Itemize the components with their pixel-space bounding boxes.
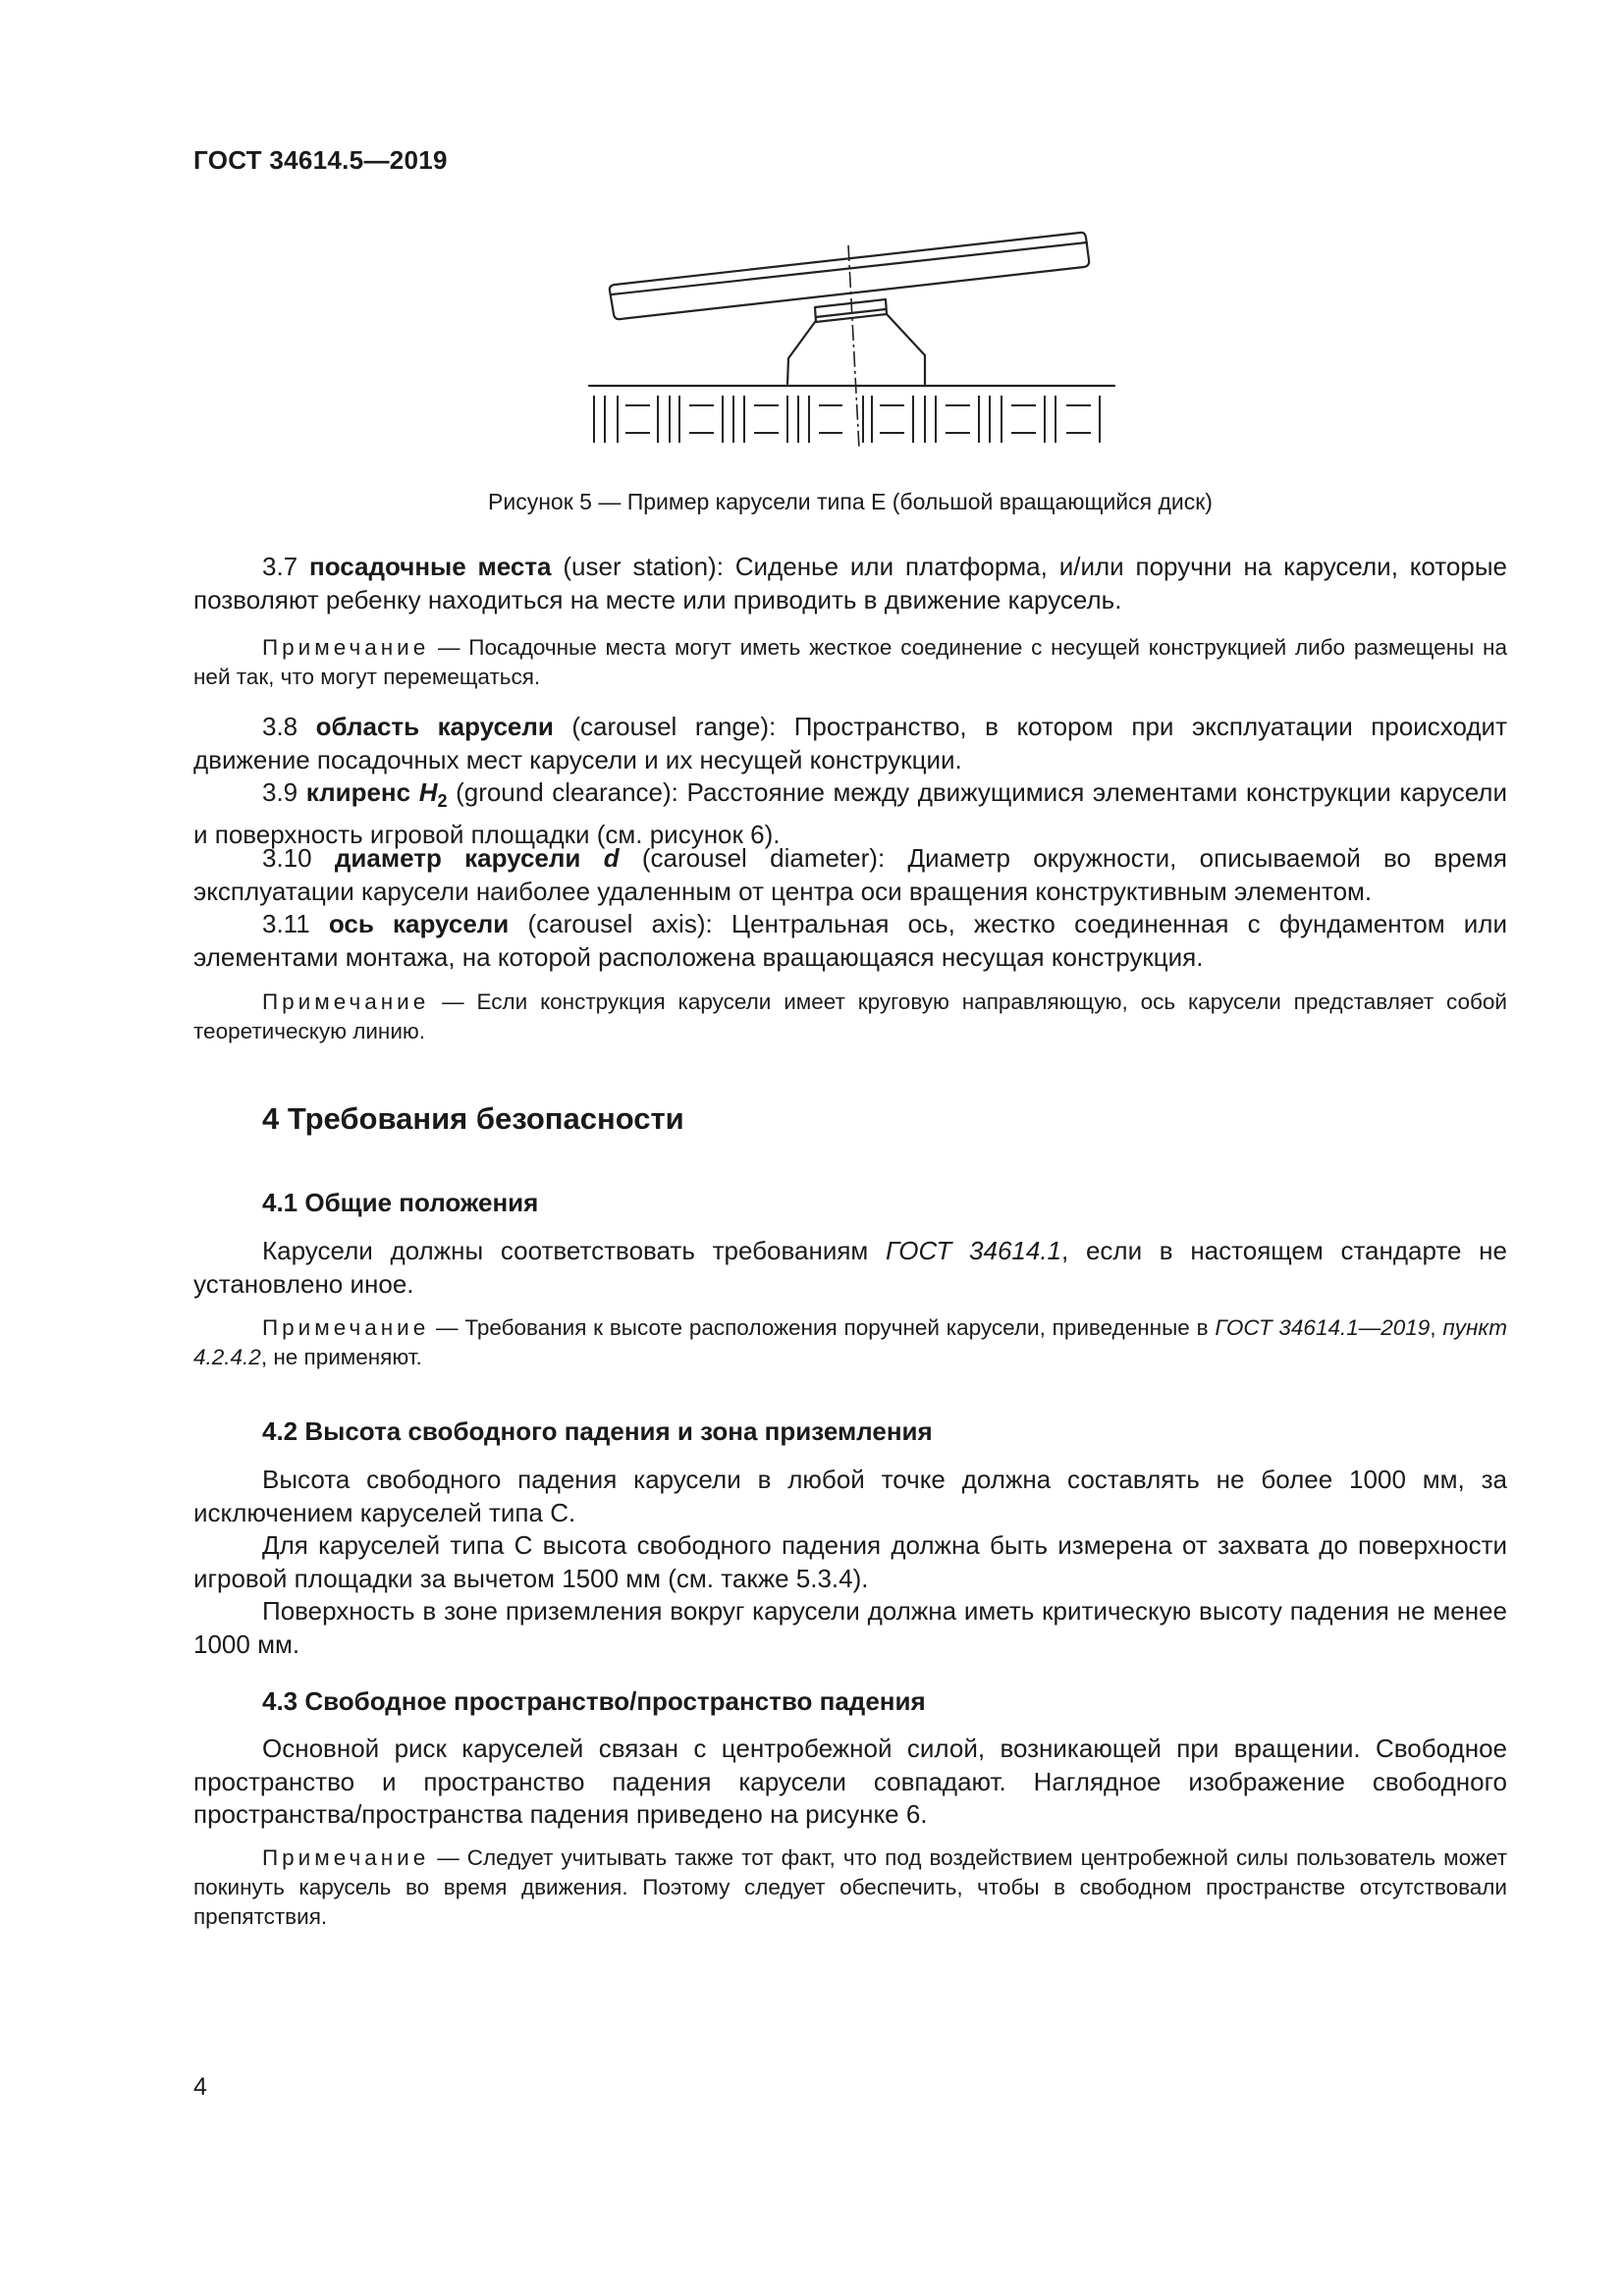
section-4-heading: 4 Требования безопасности xyxy=(262,1101,684,1136)
section-4-1-heading: 4.1 Общие положения xyxy=(262,1188,539,1217)
carousel-axis xyxy=(848,245,859,449)
note-label: Примечание xyxy=(262,635,430,660)
page-number: 4 xyxy=(193,2073,207,2101)
note-3-7: Примечание — Посадочные места могут иметь жесткое соединение с несущей конструкцией либо размещены на ней так, что могут перемещаться. xyxy=(193,635,1507,689)
figure-caption: Рисунок 5 — Пример карусели типа Е (большой вращающийся диск) xyxy=(488,489,1213,514)
ground-hatching xyxy=(594,396,1100,443)
section-4-2-body: Высота свободного падения карусели в любой точке должна составлять не более 1000 мм, за исключением каруселей типа С. Для каруселей типа С высота свободного падения должна быть измерена от захвата до поверхности игровой площадки за вычетом 1500 мм (см. также 5.3.4). Поверхность в зоне приземления вокруг карусели должна иметь критическую высоту падения не менее 1000 мм. xyxy=(193,1465,1507,1659)
note-label: Примечание xyxy=(262,1845,430,1870)
note-label: Примечание xyxy=(262,989,430,1014)
definition-3-10: 3.10 диаметр карусели d (carousel diameter): Диаметр окружности, описываемой во время эксплуатации карусели наиболее удаленным от центра оси вращения конструктивным элементом. xyxy=(193,843,1507,906)
section-4-3-paragraph: Основной риск каруселей связан с центробежной силой, возникающей при вращении. Свободное пространство и пространство падения карусели совпадают. Наглядное изображение свободного пространства/пространства падения приведено на рисунке 6. xyxy=(193,1734,1507,1829)
section-4-2-heading: 4.2 Высота свободного падения и зона приземления xyxy=(262,1416,933,1446)
term: ось карусели xyxy=(328,909,510,938)
term: область карусели xyxy=(315,712,554,741)
definition-3-8: 3.8 область карусели (carousel range): Пространство, в котором при эксплуатации происходит движение посадочных мест карусели и их несущей конструкции. xyxy=(193,712,1507,774)
definition-3-7: 3.7 посадочные места (user station): Сиденье или платформа, и/или поручни на карусели, которые позволяют ребенку находиться на месте или приводить в движение карусель. xyxy=(193,552,1507,614)
support-left xyxy=(787,322,815,384)
standard-reference: ГОСТ 34614.1 xyxy=(886,1236,1062,1265)
note-label: Примечание xyxy=(262,1315,430,1340)
standard-reference: ГОСТ 34614.1—2019 xyxy=(1215,1315,1431,1340)
note-4-3: Примечание — Следует учитывать также тот факт, что под воздействием центробежной силы пользователь может покинуть карусель во время движения. Поэтому следует обеспечить, чтобы в свободном пространстве отсутствовали препятствия. xyxy=(193,1845,1507,1929)
definition-3-9: 3.9 клиренс $H_2$ (ground clearance): Расстояние между движущимися элементами конструкции карусели и поверхность игровой площадки (см. рисунок 6). xyxy=(193,777,1507,849)
support-right xyxy=(887,314,925,384)
term: посадочные места xyxy=(309,552,552,581)
carousel-type-e-diagram xyxy=(579,221,1119,456)
document-header: ГОСТ 34614.5—2019 xyxy=(193,145,448,175)
section-4-1-paragraph: Карусели должны соответствовать требованиям ГОСТ 34614.1, если в настоящем стандарте не установлено иное. xyxy=(193,1236,1507,1299)
term: клиренс xyxy=(305,777,411,807)
section-4-3-heading: 4.3 Свободное пространство/пространство падения xyxy=(262,1686,926,1716)
term: диаметр карусели xyxy=(334,843,581,873)
definition-3-11: 3.11 ось карусели (carousel axis): Центральная ось, жестко соединенная с фундаментом или элементами монтажа, на которой расположена вращающаяся несущая конструкция. xyxy=(193,909,1507,972)
note-4-1: Примечание — Требования к высоте расположения поручней карусели, приведенные в ГОСТ 34614.1—2019, пункт 4.2.4.2, не применяют. xyxy=(193,1315,1507,1369)
clause-reference: пункт 4.2.4.2 xyxy=(193,1315,1507,1369)
figure-5-carousel-drawing xyxy=(579,221,1119,456)
note-3-11: Примечание — Если конструкция карусели имеет круговую направляющую, ось карусели представляет собой теоретическую линию. xyxy=(193,989,1507,1043)
